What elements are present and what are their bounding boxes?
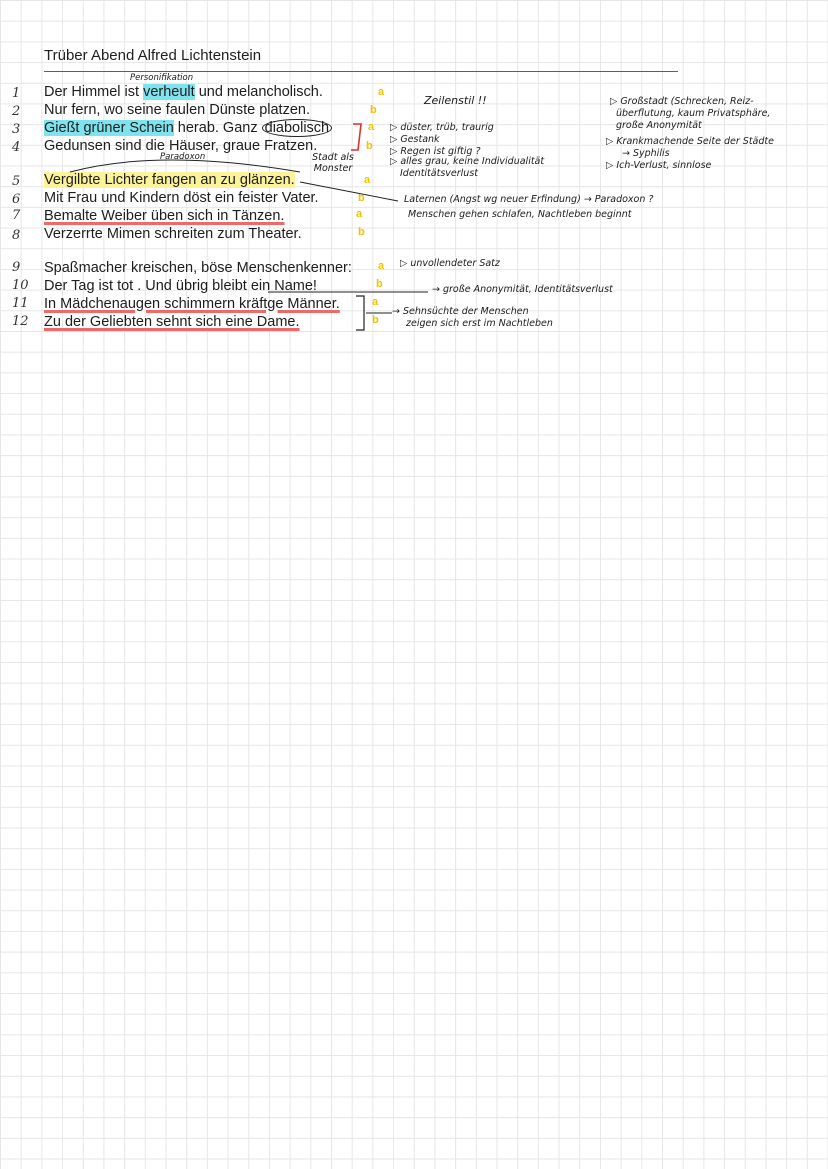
poem-line-11 xyxy=(44,296,340,312)
rhyme-letter: a xyxy=(378,86,385,98)
rhyme-letter: a xyxy=(372,296,379,308)
annotation-note: überflutung, kaum Privatsphäre, xyxy=(616,108,771,119)
line-text: herab. Ganz xyxy=(173,120,262,136)
rhyme-letter: b xyxy=(372,314,379,326)
poem-line-9: Spaßmacher kreischen, böse Menschenkenner: xyxy=(44,260,352,276)
rhyme-letter: a xyxy=(378,260,385,272)
underline-red: In Mädchenaugen schimmern kräftge Männer. xyxy=(44,296,340,312)
annotation-personifikation: Personifikation xyxy=(130,73,194,83)
poem-line-7 xyxy=(44,208,284,224)
poem-line-5 xyxy=(44,172,295,188)
line-number: 2 xyxy=(12,104,21,119)
rhyme-letter: b xyxy=(358,226,365,238)
line-number: 8 xyxy=(12,228,21,243)
annotation-laternen: Laternen (Angst wg neuer Erfindung) → Paradoxon ? xyxy=(404,194,654,205)
line-number: 7 xyxy=(12,208,21,223)
underline-red: Zu der Geliebten sehnt sich eine Dame. xyxy=(44,314,300,330)
annotation-sehnsuechte: → Sehnsüchte der Menschen xyxy=(392,306,529,317)
poem-line-2: Nur fern, wo seine faulen Dünste platzen. xyxy=(44,102,310,118)
poem-line-1 xyxy=(44,84,323,100)
red-bracket xyxy=(351,124,361,150)
line-number: 12 xyxy=(12,314,29,329)
line-number: 4 xyxy=(12,140,21,155)
line-number: 10 xyxy=(12,278,29,293)
highlight-cyan: verheult xyxy=(143,84,195,100)
rhyme-letter: b xyxy=(366,140,373,152)
rhyme-letter: a xyxy=(356,208,363,220)
rhyme-letter: b xyxy=(358,192,365,204)
line-number: 6 xyxy=(12,192,21,207)
annotation-note: ▷ Gestank xyxy=(390,134,440,145)
annotation-note: ▷ alles grau, keine Individualität xyxy=(390,156,545,167)
annotation-stadt-als-monster: Stadt als Monster xyxy=(312,152,354,174)
poem-title: Trüber Abend Alfred Lichtenstein xyxy=(44,47,262,64)
poem-line-3 xyxy=(44,120,332,136)
annotation-unvollendet: ▷ unvollendeter Satz xyxy=(400,258,500,269)
poem-line-10: Der Tag ist tot . Und übrig bleibt ein Name! xyxy=(44,278,317,294)
circled-word: diabolisch xyxy=(262,119,333,137)
annotation-note: ▷ Regen ist giftig ? xyxy=(390,146,481,157)
line-text: Der Himmel ist xyxy=(44,84,144,100)
line-number: 3 xyxy=(12,122,21,137)
line-number: 1 xyxy=(12,86,21,101)
line-number: 11 xyxy=(12,296,29,311)
rhyme-letter: a xyxy=(364,174,371,186)
poem-line-6: Mit Frau und Kindern döst ein feister Vater. xyxy=(44,190,319,206)
poem-line-8: Verzerrte Mimen schreiten zum Theater. xyxy=(44,226,302,242)
annotation-note: ▷ düster, trüb, traurig xyxy=(390,122,494,133)
annotation-note: ▷ Ich-Verlust, sinnlose xyxy=(606,160,712,171)
poem-line-4: Gedunsen sind die Häuser, graue Fratzen. xyxy=(44,138,318,154)
annotation-nachtleben: Menschen gehen schlafen, Nachtleben beginnt xyxy=(408,209,632,220)
title-underline xyxy=(44,71,678,72)
underline-red: Bemalte Weiber üben sich in Tänzen. xyxy=(44,208,285,224)
annotation-note: große Anonymität xyxy=(616,120,702,131)
annotation-zeilenstil: Zeilenstil !! xyxy=(424,94,487,107)
black-bracket xyxy=(356,296,364,330)
annotation-anonymitaet: → große Anonymität, Identitätsverlust xyxy=(432,284,613,295)
highlight-yellow: Vergilbte Lichter fangen an zu glänzen. xyxy=(44,172,295,188)
rhyme-letter: b xyxy=(370,104,377,116)
line-number: 9 xyxy=(12,260,21,275)
annotation-note: → Syphilis xyxy=(622,148,670,159)
highlight-cyan: Gießt grüner Schein xyxy=(44,120,174,136)
rhyme-letter: b xyxy=(376,278,383,290)
annotation-sehnsuechte: zeigen sich erst im Nachtleben xyxy=(406,318,553,329)
annotation-note: Identitätsverlust xyxy=(400,168,478,179)
rhyme-letter: a xyxy=(368,121,375,133)
line-number: 5 xyxy=(12,174,21,189)
annotation-note: ▷ Großstadt (Schrecken, Reiz- xyxy=(610,96,754,107)
line-text: und melancholisch. xyxy=(194,84,323,100)
annotation-note: ▷ Krankmachende Seite der Städte xyxy=(606,136,774,147)
annotation-paradoxon: Paradoxon xyxy=(160,152,206,162)
poem-line-12 xyxy=(44,314,300,330)
